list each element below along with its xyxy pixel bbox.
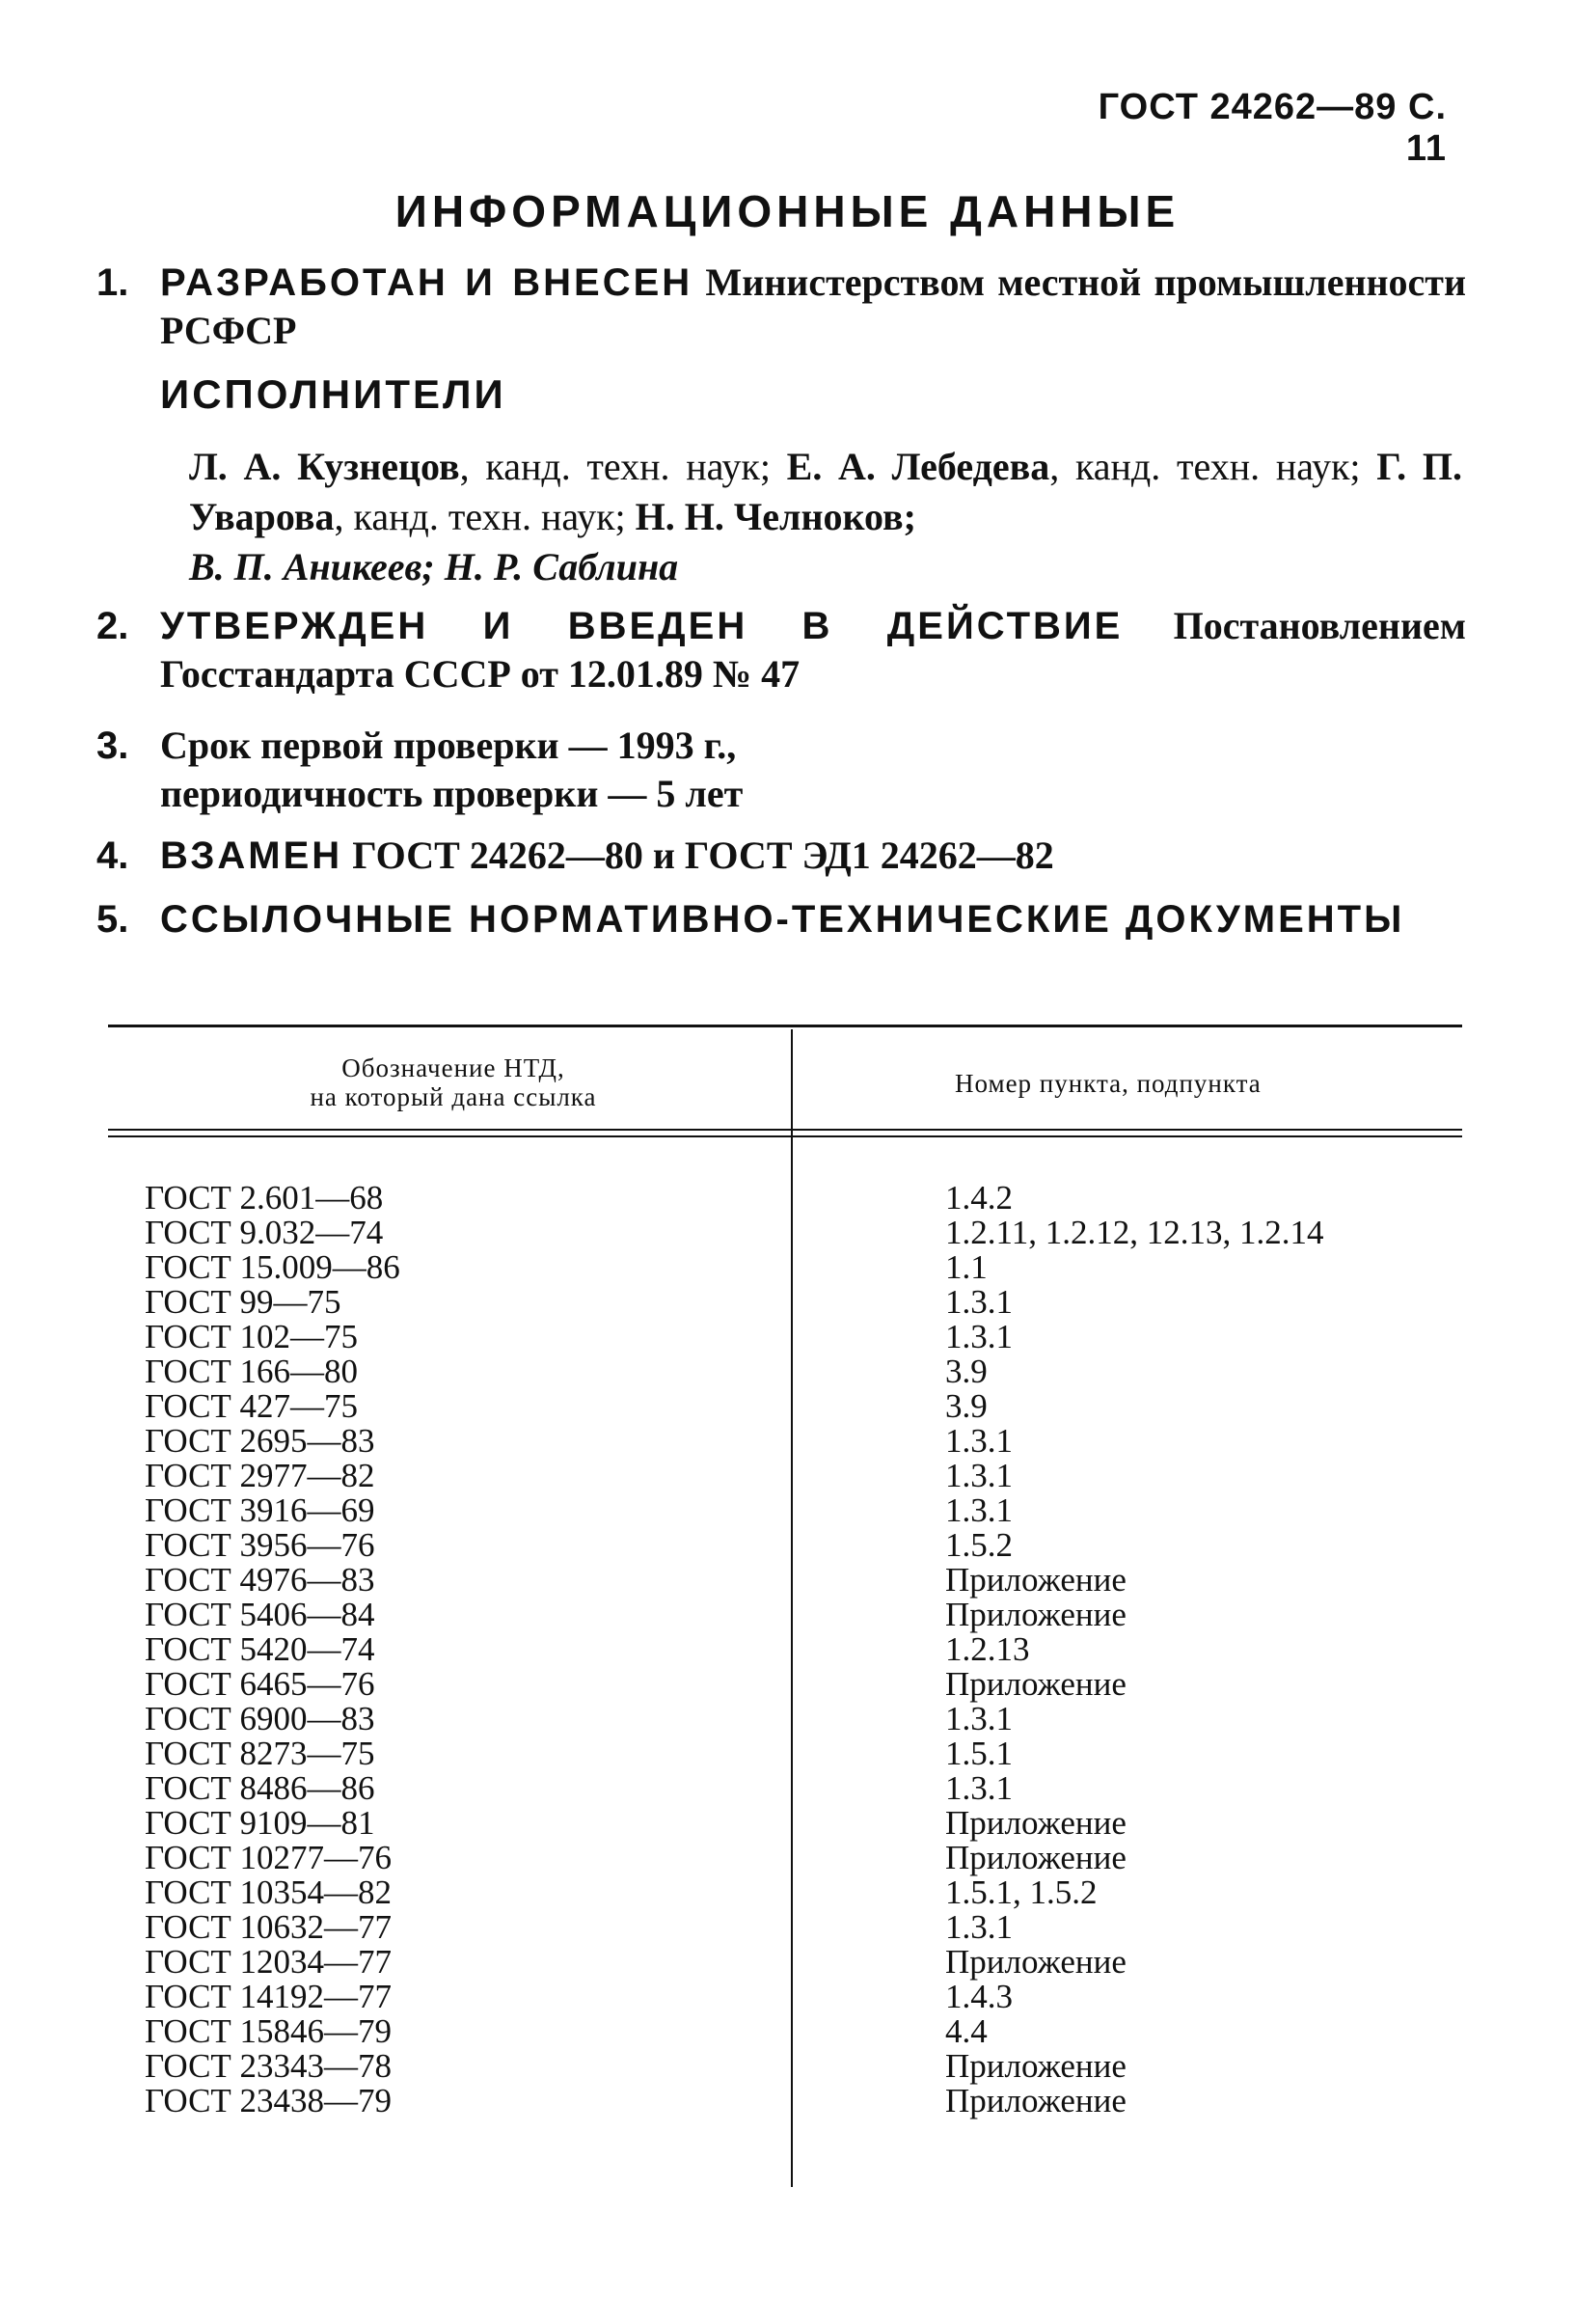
- table-cell-designation: ГОСТ 3956—76: [145, 1526, 375, 1564]
- table-cell-designation: ГОСТ 427—75: [145, 1387, 359, 1425]
- table-cell-clause: 1.1: [945, 1248, 988, 1286]
- table-cell-designation: ГОСТ 99—75: [145, 1283, 341, 1321]
- table-cell-designation: ГОСТ 6465—76: [145, 1665, 375, 1703]
- section-5-number: 5.: [96, 898, 129, 941]
- performer-degree: , канд. техн. наук;: [1049, 445, 1377, 488]
- performers-list: [189, 442, 1462, 592]
- table-cell-designation: ГОСТ 23343—78: [145, 2047, 393, 2085]
- table-cell-designation: ГОСТ 4976—83: [145, 1561, 375, 1599]
- table-cell-designation: ГОСТ 10277—76: [145, 1839, 393, 1876]
- table-cell-clause: 1.3.1: [945, 1283, 1013, 1321]
- performer-degree: , канд. техн. наук;: [334, 495, 636, 538]
- table-cell-designation: ГОСТ 9109—81: [145, 1804, 375, 1842]
- table-cell-clause: 1.5.1, 1.5.2: [945, 1873, 1098, 1911]
- table-cell-designation: ГОСТ 10632—77: [145, 1908, 393, 1946]
- table-cell-clause: 1.3.1: [945, 1491, 1013, 1529]
- table-cell-clause: 1.3.1: [945, 1422, 1013, 1460]
- page-title: ИНФОРМАЦИОННЫЕ ДАННЫЕ: [394, 186, 1181, 236]
- table-cell-clause: Приложение: [945, 1665, 1127, 1703]
- table-cell-designation: ГОСТ 166—80: [145, 1353, 359, 1390]
- table-header-clause: Номер пункта, подпункта: [955, 1069, 1262, 1098]
- table-cell-designation: ГОСТ 9.032—74: [145, 1214, 384, 1251]
- section-4-text: ГОСТ 24262—80 и ГОСТ ЭД1 24262—82: [342, 834, 1054, 877]
- performer-name: Л. А. Кузнецов: [189, 445, 460, 488]
- performer-degree: , канд. техн. наук;: [459, 445, 787, 488]
- table-header-line: Обозначение НТД,: [341, 1053, 565, 1082]
- table-cell-clause: Приложение: [945, 1561, 1127, 1599]
- table-cell-clause: Приложение: [945, 2082, 1127, 2119]
- page-header: ГОСТ 24262—89 С. 11: [1098, 87, 1447, 169]
- performer-name: В. П. Аникеев; Н. Р. Саблина: [189, 545, 679, 588]
- performer-name: Г. П. Уварова: [189, 445, 1462, 538]
- section-5-heading: ССЫЛОЧНЫЕ НОРМАТИВНО-ТЕХНИЧЕСКИЕ ДОКУМЕНТЫ: [160, 898, 1405, 941]
- table-cell-clause: 1.5.1: [945, 1735, 1013, 1772]
- section-4: [96, 832, 1466, 880]
- performer-name: Е. А. Лебедева: [786, 445, 1050, 488]
- table-cell-clause: 1.3.1: [945, 1318, 1013, 1355]
- section-3-number: 3.: [96, 725, 129, 767]
- table-cell-clause: 3.9: [945, 1387, 988, 1425]
- section-3: [96, 722, 1466, 818]
- table-column-clause: [945, 1181, 1485, 2119]
- table-cell-clause: 1.4.3: [945, 1978, 1013, 2015]
- table-cell-clause: Приложение: [945, 1596, 1127, 1633]
- table-cell-clause: 3.9: [945, 1353, 988, 1390]
- table-column-divider: [791, 1029, 793, 2187]
- section-1-text: Министерством местной промышленности РСФСР: [160, 260, 1467, 352]
- table-cell-clause: 1.3.1: [945, 1700, 1013, 1737]
- table-cell-designation: ГОСТ 2.601—68: [145, 1179, 384, 1217]
- table-cell-designation: ГОСТ 2695—83: [145, 1422, 375, 1460]
- table-column-designation: [145, 1181, 723, 2119]
- table-cell-designation: ГОСТ 102—75: [145, 1318, 359, 1355]
- table-cell-designation: ГОСТ 10354—82: [145, 1873, 393, 1911]
- table-cell-designation: ГОСТ 8273—75: [145, 1735, 375, 1772]
- table-cell-designation: ГОСТ 8486—86: [145, 1769, 375, 1807]
- table-cell-clause: Приложение: [945, 1804, 1127, 1842]
- table-header-rule: [108, 1135, 1462, 1137]
- performer-name: Н. Н. Челноков;: [635, 495, 916, 538]
- table-cell-clause: 1.3.1: [945, 1457, 1013, 1494]
- table-cell-clause: Приложение: [945, 2047, 1127, 2085]
- table-cell-designation: ГОСТ 12034—77: [145, 1943, 393, 1981]
- performers-heading: ИСПОЛНИТЕЛИ: [160, 371, 506, 417]
- table-cell-designation: ГОСТ 5406—84: [145, 1596, 375, 1633]
- table-cell-designation: ГОСТ 15.009—86: [145, 1248, 400, 1286]
- section-2: [96, 602, 1466, 698]
- table-header-designation: [145, 1053, 762, 1111]
- table-cell-clause: Приложение: [945, 1839, 1127, 1876]
- section-2-heading: УТВЕРЖДЕН И ВВЕДЕН В ДЕЙСТВИЕ: [160, 605, 1124, 647]
- table-header-line: на который дана ссылка: [310, 1082, 597, 1111]
- table-cell-clause: 1.3.1: [945, 1769, 1013, 1807]
- table-cell-designation: ГОСТ 15846—79: [145, 2012, 393, 2050]
- table-header-rule: [108, 1129, 1462, 1131]
- table-cell-designation: ГОСТ 23438—79: [145, 2082, 393, 2119]
- section-2-number: 2.: [96, 605, 129, 647]
- table-cell-clause: 1.3.1: [945, 1908, 1013, 1946]
- section-2-text: Постановлением Госстандарта СССР от 12.01.89 № 47: [160, 604, 1467, 696]
- table-cell-designation: ГОСТ 14192—77: [145, 1978, 393, 2015]
- table-cell-designation: ГОСТ 6900—83: [145, 1700, 375, 1737]
- table-cell-designation: ГОСТ 5420—74: [145, 1630, 375, 1668]
- section-3-line-1: Срок первой проверки — 1993 г.,: [160, 724, 737, 767]
- table-cell-clause: 1.5.2: [945, 1526, 1013, 1564]
- table-cell-clause: 1.4.2: [945, 1179, 1013, 1217]
- table-cell-designation: ГОСТ 2977—82: [145, 1457, 375, 1494]
- table-cell-clause: 1.2.13: [945, 1630, 1030, 1668]
- section-4-heading: ВЗАМЕН: [160, 834, 343, 877]
- table-cell-designation: ГОСТ 3916—69: [145, 1491, 375, 1529]
- table-cell-clause: 4.4: [945, 2012, 988, 2050]
- table-cell-clause: Приложение: [945, 1943, 1127, 1981]
- table-top-rule: [108, 1025, 1462, 1027]
- section-1-number: 1.: [96, 261, 129, 304]
- table-cell-clause: 1.2.11, 1.2.12, 12.13, 1.2.14: [945, 1214, 1324, 1251]
- section-4-number: 4.: [96, 834, 129, 877]
- section-5: [96, 895, 1456, 943]
- section-1-heading: РАЗРАБОТАН И ВНЕСЕН: [160, 261, 693, 304]
- section-1: [96, 259, 1466, 355]
- section-3-line-2: периодичность проверки — 5 лет: [160, 772, 744, 815]
